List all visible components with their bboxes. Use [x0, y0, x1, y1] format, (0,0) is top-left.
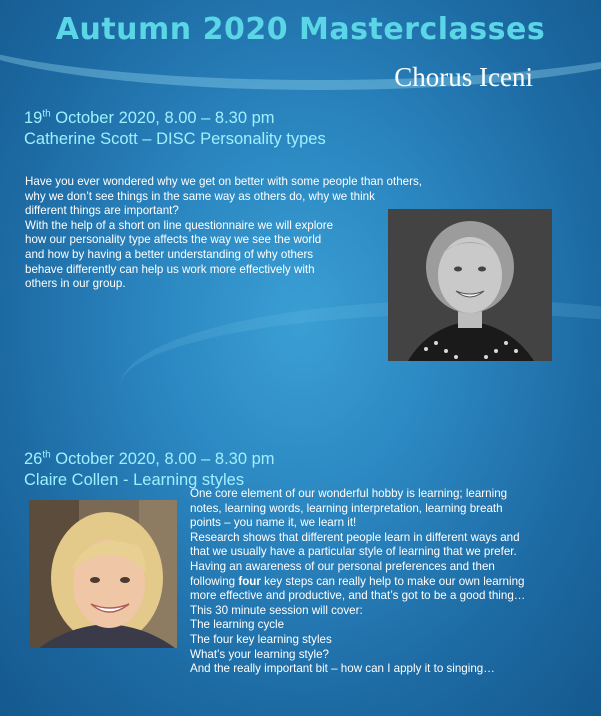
- session2-line: that we usually have a particular style of learning that we prefer.: [190, 545, 517, 559]
- session2-line: And the really important bit – how can I apply it to singing…: [190, 662, 495, 676]
- page-title: Autumn 2020 Masterclasses: [55, 12, 546, 47]
- session2-line: This 30 minute session will cover:: [190, 603, 363, 617]
- session2-line: Research shows that different people learn in different ways and: [190, 530, 520, 544]
- session2-line: Having an awareness of our personal preferences and then: [190, 559, 495, 573]
- session1-line: Have you ever wondered why we get on better with some people than others,: [25, 175, 422, 188]
- session1-line: behave differently can help us work more effectively with: [25, 262, 315, 276]
- session2-date: 26th October 2020, 8.00 – 8.30 pm: [24, 449, 275, 468]
- session2-line: points – you name it, we learn it!: [190, 516, 357, 530]
- session1-line: why we don’t see things in the same way as others do, why we think: [25, 189, 375, 203]
- bold-four: four: [238, 574, 261, 588]
- session2-line-with-bold: following four key steps can really help to make our own learning: [190, 574, 525, 588]
- session2-speaker-topic: Claire Collen - Learning styles: [24, 470, 245, 489]
- claire-collen-photo: [29, 500, 177, 648]
- session2-line: The four key learning styles: [190, 632, 332, 646]
- catherine-scott-photo: [388, 209, 552, 361]
- session1-description: [25, 175, 422, 292]
- session1-line: how our personality type affects the way we see the world: [25, 233, 322, 247]
- session1-line: and how by having a better understanding of why others: [25, 247, 314, 261]
- page-subtitle: Chorus Iceni: [394, 62, 533, 92]
- session1-line: different things are important?: [25, 204, 179, 218]
- session1-speaker-topic: Catherine Scott – DISC Personality types: [24, 129, 326, 148]
- session2-line: The learning cycle: [190, 618, 285, 632]
- session2-line: more effective and productive, and that’s got to be a good thing…: [190, 589, 526, 603]
- session1-line: others in our group.: [25, 277, 126, 291]
- session2-line: notes, learning words, learning interpretation, learning breath: [190, 501, 503, 515]
- session1-line: With the help of a short on line questionnaire we will explore: [25, 218, 334, 232]
- session1-date: 19th October 2020, 8.00 – 8.30 pm: [24, 108, 275, 127]
- session2-heading: [24, 444, 275, 491]
- session2-line: One core element of our wonderful hobby is learning; learning: [190, 487, 508, 500]
- session2-line: What’s your learning style?: [190, 647, 329, 661]
- session2-description: [190, 487, 525, 677]
- session1-heading: [24, 103, 326, 150]
